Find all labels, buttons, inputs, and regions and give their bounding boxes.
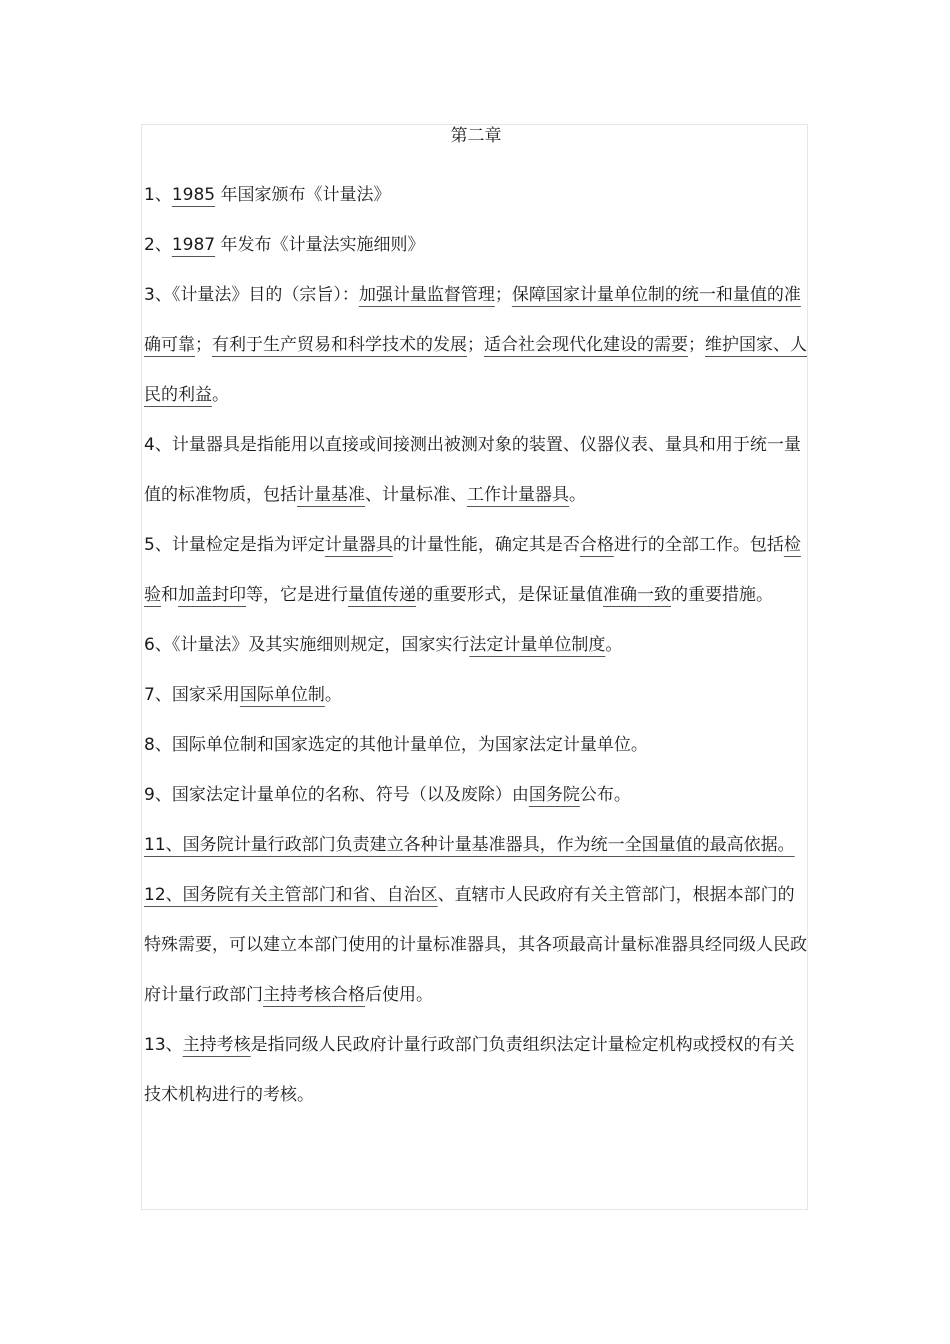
item-text: 、直辖市人民政府有关主管部门，根据本部门的特殊需要，可以建立本部门使用的计量标准器具，其各项最高计量标准器具经同级人民政府计量行政部门: [144, 885, 807, 1005]
item-text: 4、计量器具是指能用以直接或间接测出被测对象的装置、仪器仪表、量具和用于统一量值的标准物质，包括: [144, 435, 801, 505]
underlined-answer: 工作计量器具: [467, 485, 569, 505]
underlined-answer: 加强计量监督管理: [358, 285, 495, 305]
item-text: ；: [195, 335, 212, 355]
item-text: 年发布《计量法实施细则》: [215, 235, 425, 255]
underlined-answer: 12、国务院有关主管部门和省、自治区: [144, 885, 438, 905]
item-text: 。: [605, 635, 623, 655]
item-text: 5、计量检定是指为评定: [144, 535, 325, 555]
underlined-answer: 法定计量单位制度: [469, 635, 606, 655]
list-item: [144, 870, 808, 1020]
underlined-answer: 国务院: [528, 785, 580, 805]
list-item: [144, 270, 808, 420]
item-text: 6、《计量法》及其实施细则规定，国家实行: [144, 635, 470, 655]
item-text: ；: [688, 335, 705, 355]
item-text: 是指同级人民政府计量行政部门负责组织法定计量检定机构或授权的有关技术机构进行的考核。: [144, 1035, 795, 1105]
underlined-answer: 计量器具: [324, 535, 393, 555]
underlined-answer: 计量基准: [297, 485, 365, 505]
item-text: 等，它是进行: [246, 585, 348, 605]
item-text: 和: [161, 585, 178, 605]
item-text: 、计量标准、: [365, 485, 467, 505]
item-text: 8、国际单位制和国家选定的其他计量单位，为国家法定计量单位。: [144, 735, 648, 755]
underlined-answer: 主持考核: [182, 1035, 251, 1055]
item-text: 进行的全部工作。包括: [613, 535, 784, 555]
list-item: [144, 520, 808, 620]
list-item: [144, 770, 808, 820]
underlined-answer: 主持考核合格: [263, 985, 365, 1005]
underlined-answer: 量值传递: [348, 585, 416, 605]
underlined-answer: 加盖封印: [178, 585, 246, 605]
item-text: 的重要形式，是保证量值: [416, 585, 603, 605]
list-item: [144, 170, 808, 220]
item-text: 7、国家采用: [144, 685, 240, 705]
list-item: [144, 670, 808, 720]
item-text: 。: [324, 685, 342, 705]
underlined-answer: 适合社会现代化建设的需要: [484, 335, 688, 355]
underlined-answer: 准确一致: [603, 585, 671, 605]
underlined-answer: 维护国家、人民的利益: [144, 335, 807, 405]
underlined-answer: 合格: [579, 535, 614, 555]
chapter-title: 第二章: [450, 126, 502, 146]
item-text: 的重要措施。: [671, 585, 773, 605]
item-text: 13、: [144, 1035, 183, 1055]
item-text: 后使用。: [365, 985, 433, 1005]
item-text: 。: [569, 485, 586, 505]
underlined-answer: 1985: [171, 185, 216, 205]
underlined-answer: 1987: [171, 235, 216, 255]
list-item: [144, 220, 808, 270]
item-list: [144, 170, 808, 1120]
list-item: [144, 820, 808, 870]
item-text: 。: [212, 385, 229, 405]
item-text: 1、: [144, 185, 172, 205]
list-item: [144, 620, 808, 670]
item-text: 2、: [144, 235, 172, 255]
item-text: ；: [494, 285, 512, 305]
item-text: 的计量性能，确定其是否: [392, 535, 580, 555]
underlined-answer: 国际单位制: [239, 685, 325, 705]
list-item: [144, 420, 808, 520]
item-text: 9、国家法定计量单位的名称、符号（以及废除）由: [144, 785, 529, 805]
document-body: [144, 120, 808, 1120]
list-item: [144, 1020, 808, 1120]
item-text: ；: [467, 335, 484, 355]
underlined-answer: 保障国家计量单位制的统一和量值的准确可靠: [144, 285, 801, 355]
underlined-answer: 11、国务院计量行政部门负责建立各种计量基准器具，作为统一全国量值的最高依据。: [144, 835, 795, 855]
item-text: 3、《计量法》目的（宗旨）：: [144, 285, 359, 305]
underlined-answer: 检验: [144, 535, 801, 605]
item-text: 年国家颁布《计量法》: [215, 185, 391, 205]
list-item: [144, 720, 808, 770]
underlined-answer: 有利于生产贸易和科学技术的发展: [212, 335, 467, 355]
item-text: 公布。: [579, 785, 631, 805]
